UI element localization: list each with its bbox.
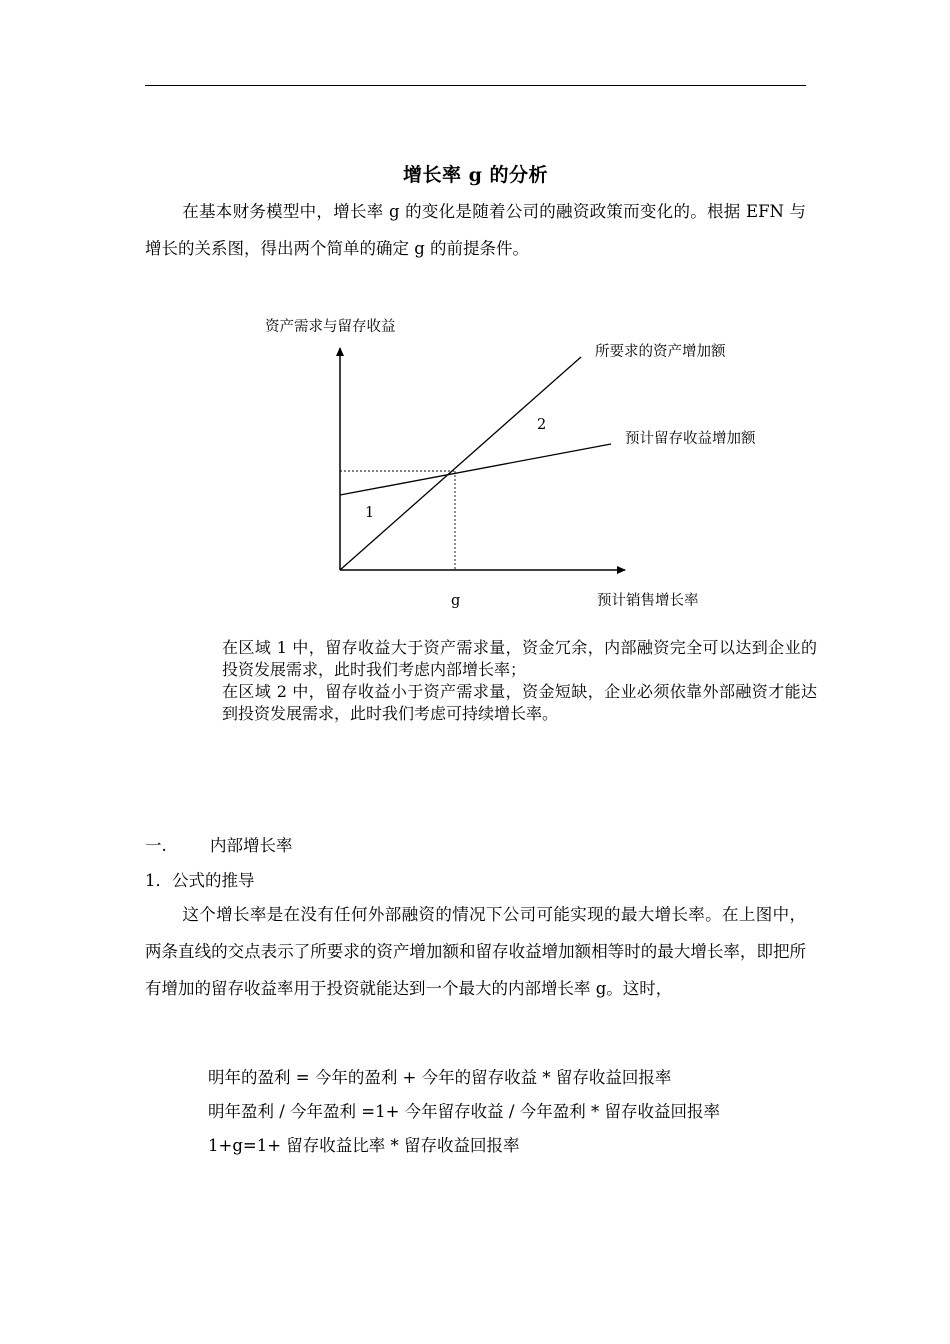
intro-paragraph: [145, 193, 806, 267]
region-notes: [222, 637, 817, 725]
region-1-note: 在区域 1 中，留存收益大于资产需求量，资金冗余，内部融资完全可以达到企业的投资发展需求，此时我们考虑内部增长率；: [222, 638, 817, 679]
formula-line: 明年的盈利 = 今年的盈利 + 今年的留存收益 * 留存收益回报率: [208, 1068, 672, 1087]
retained-earnings-line: [340, 444, 611, 495]
region-1-label: 1: [365, 505, 375, 521]
header-rule: [145, 85, 806, 86]
formula-list: [208, 1061, 798, 1163]
retained-earnings-label: 预计留存收益增加额: [625, 431, 756, 447]
section-heading: [145, 832, 293, 856]
required-assets-label: 所要求的资产增加额: [595, 344, 726, 360]
formula-line: 明年盈利 / 今年盈利 =1+ 今年留存收益 / 今年盈利 * 留存收益回报率: [208, 1102, 720, 1121]
region-2-note: 在区域 2 中，留存收益小于资产需求量，资金短缺，企业必须依靠外部融资才能达到投资发展需求，此时我们考虑可持续增长率。: [222, 682, 817, 723]
x-axis-label: 预计销售增长率: [597, 593, 699, 609]
body-paragraph: [145, 896, 806, 1007]
y-axis-label: 资产需求与留存收益: [265, 319, 396, 335]
section-number: 一.: [145, 836, 167, 855]
body-text: 这个增长率是在没有任何外部融资的情况下公司可能实现的最大增长率。在上图中，两条直线的交点表示了所要求的资产增加额和留存收益增加额相等时的最大增长率，即把所有增加的留存收益率用于投资就能达到一个最大的内部增长率 g。这时，: [145, 905, 806, 998]
intro-text: 在基本财务模型中，增长率 g 的变化是随着公司的融资政策而变化的。根据 EFN 与增长的关系图，得出两个简单的确定 g 的前提条件。: [145, 202, 806, 258]
efn-growth-diagram: [255, 300, 815, 620]
page-title: 增长率 g 的分析: [402, 164, 548, 186]
required-assets-line: [340, 357, 581, 570]
formula-line: 1+g=1+ 留存收益比率 * 留存收益回报率: [208, 1136, 520, 1155]
subsection-heading: 1．公式的推导: [145, 871, 255, 890]
section-title: 内部增长率: [210, 836, 293, 855]
g-marker-label: g: [451, 593, 461, 609]
region-2-label: 2: [537, 417, 547, 433]
